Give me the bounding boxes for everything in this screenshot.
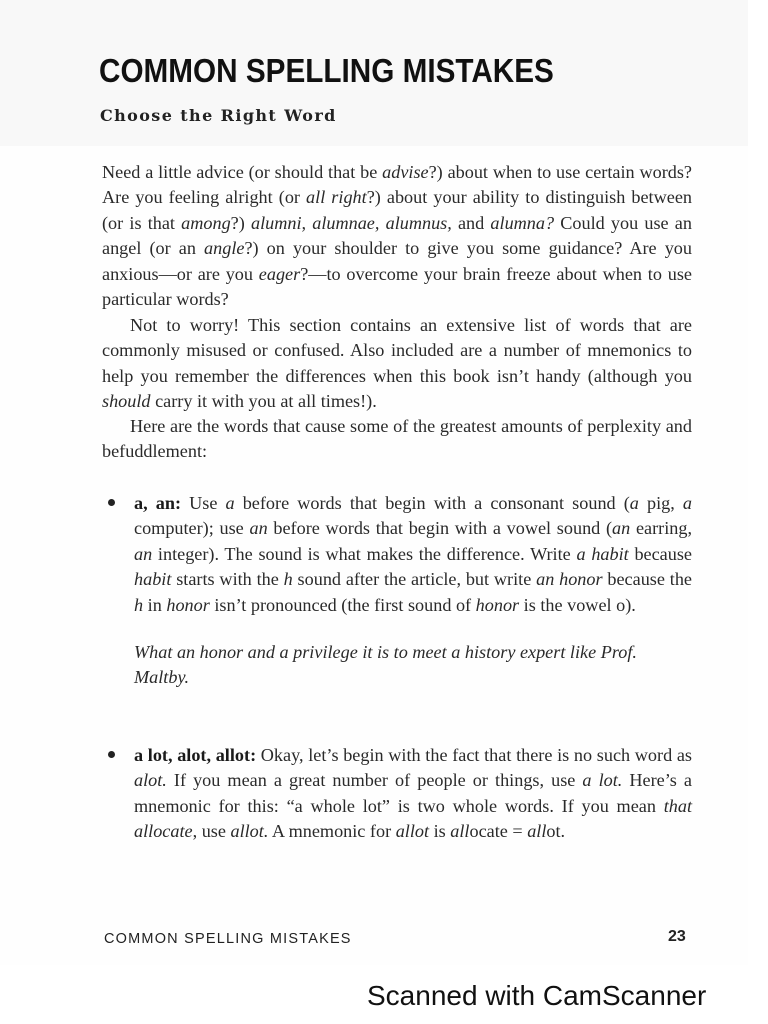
bullet-icon [108,751,115,758]
entry-term: a, an: [134,493,182,513]
text-run-italic: an [612,518,631,539]
text-run: isn’t pronounced (the first sound of [209,594,476,615]
text-run: computer); use [134,518,250,539]
entry-example: What an honor and a privilege it is to meet a history expert like Prof. Maltby. [134,642,637,688]
footer-running-head: COMMON SPELLING MISTAKES [104,931,352,947]
intro-paragraph-3: Here are the words that cause some of the greatest amounts of perplexity and befuddlement: [102,416,692,462]
text-run: because [628,543,692,564]
text-run-italic: an honor [536,569,603,590]
text-run: sound after the article, but write [292,569,537,590]
scanner-watermark: Scanned with CamScanner [367,980,707,1011]
text-run-italic: all [450,821,470,842]
text-run-italic: that allocate [134,795,692,842]
text-run: Here’s a mnemonic for this: “a whole lot” is two whole words. If you mean [134,770,692,816]
text-run: ?) on your shoulder to give you some guidance? Are you anxious—or are you [102,238,692,284]
text-run: because the [602,569,692,590]
text-run-italic: among [181,212,231,233]
text-run: earring, [630,518,692,539]
text-run: starts with the [171,569,284,590]
text-run-italic: a [225,493,235,513]
text-run: ?) about when to use certain words? Are you feeling alright (or [102,162,692,208]
text-run: Need a little advice (or should that be [102,162,383,182]
text-run: Use [181,493,226,513]
text-run: before words that begin with a consonant sound ( [234,493,630,513]
entry-definition [134,491,692,618]
text-run: and [451,212,491,233]
text-run-italic: a lot. [582,770,623,791]
intro-paragraph-2 [102,313,692,415]
text-run-italic: an [134,543,153,564]
text-run: integer). The sound is what makes the difference. Write [152,543,577,564]
text-run: ocate = [469,821,528,842]
text-run: pig, [638,493,683,513]
text-run: in [143,594,167,615]
text-run-italic: alumni, alumnae, alumnus, [250,212,452,233]
text-run: ot. [546,821,566,842]
text-run: Okay, let’s begin with the fact that there is no such word as [256,745,692,765]
entry-definition [134,743,692,845]
text-run: A mnemonic for [268,821,396,842]
text-run-italic: angle [204,238,245,259]
text-run-italic: allot. [230,821,269,842]
text-run: Could you use an angel (or an [102,212,692,259]
text-run-italic: h [134,594,144,615]
text-run: , use [192,821,231,842]
entry-term: a lot, alot, allot: [134,745,257,765]
section-subtitle: Choose the Right Word [100,106,337,125]
intro-paragraph-1 [102,160,692,312]
text-run-italic: a [629,493,639,513]
entry-a-lot [102,743,692,845]
text-run-italic: a habit [576,543,629,564]
text-run: is [429,821,451,842]
text-run: ?) about your ability to distinguish between (or is that [102,187,692,233]
text-run: ?—to overcome your brain freeze about when to use particular words? [102,263,692,310]
text-run-italic: alot. [134,770,167,791]
text-run-italic: eager [258,263,301,284]
text-run: ?) [230,212,251,233]
text-run-italic: alumna? [490,212,555,233]
text-run: carry it with you at all times!). [150,391,377,412]
text-run-italic: all right [306,187,367,208]
page-number: 23 [668,928,686,945]
text-run-italic: advise [382,162,429,182]
bullet-icon [108,499,115,506]
text-run: before words that begin with a vowel sound ( [267,518,613,539]
text-run-italic: h [283,569,293,590]
text-run: If you mean a great number of people or things, use [166,770,583,791]
text-run-italic: honor [166,594,210,615]
entry-a-an [102,491,692,691]
text-run-italic: an [249,518,268,539]
text-run: Not to worry! This section contains an extensive list of words that are commonly misused or confused. Also included are a number of mnemonics to help you remember the differences when this book isn’t handy (although you [102,315,692,386]
text-run-italic: all [527,821,547,842]
text-run: is the vowel o). [519,594,636,615]
text-run-italic: allot [395,821,430,842]
text-run-italic: habit [134,569,172,590]
text-run-italic: a [682,493,692,513]
text-run-italic: should [102,391,151,412]
chapter-title: COMMON SPELLING MISTAKES [99,52,554,89]
text-run-italic: honor [475,594,520,615]
